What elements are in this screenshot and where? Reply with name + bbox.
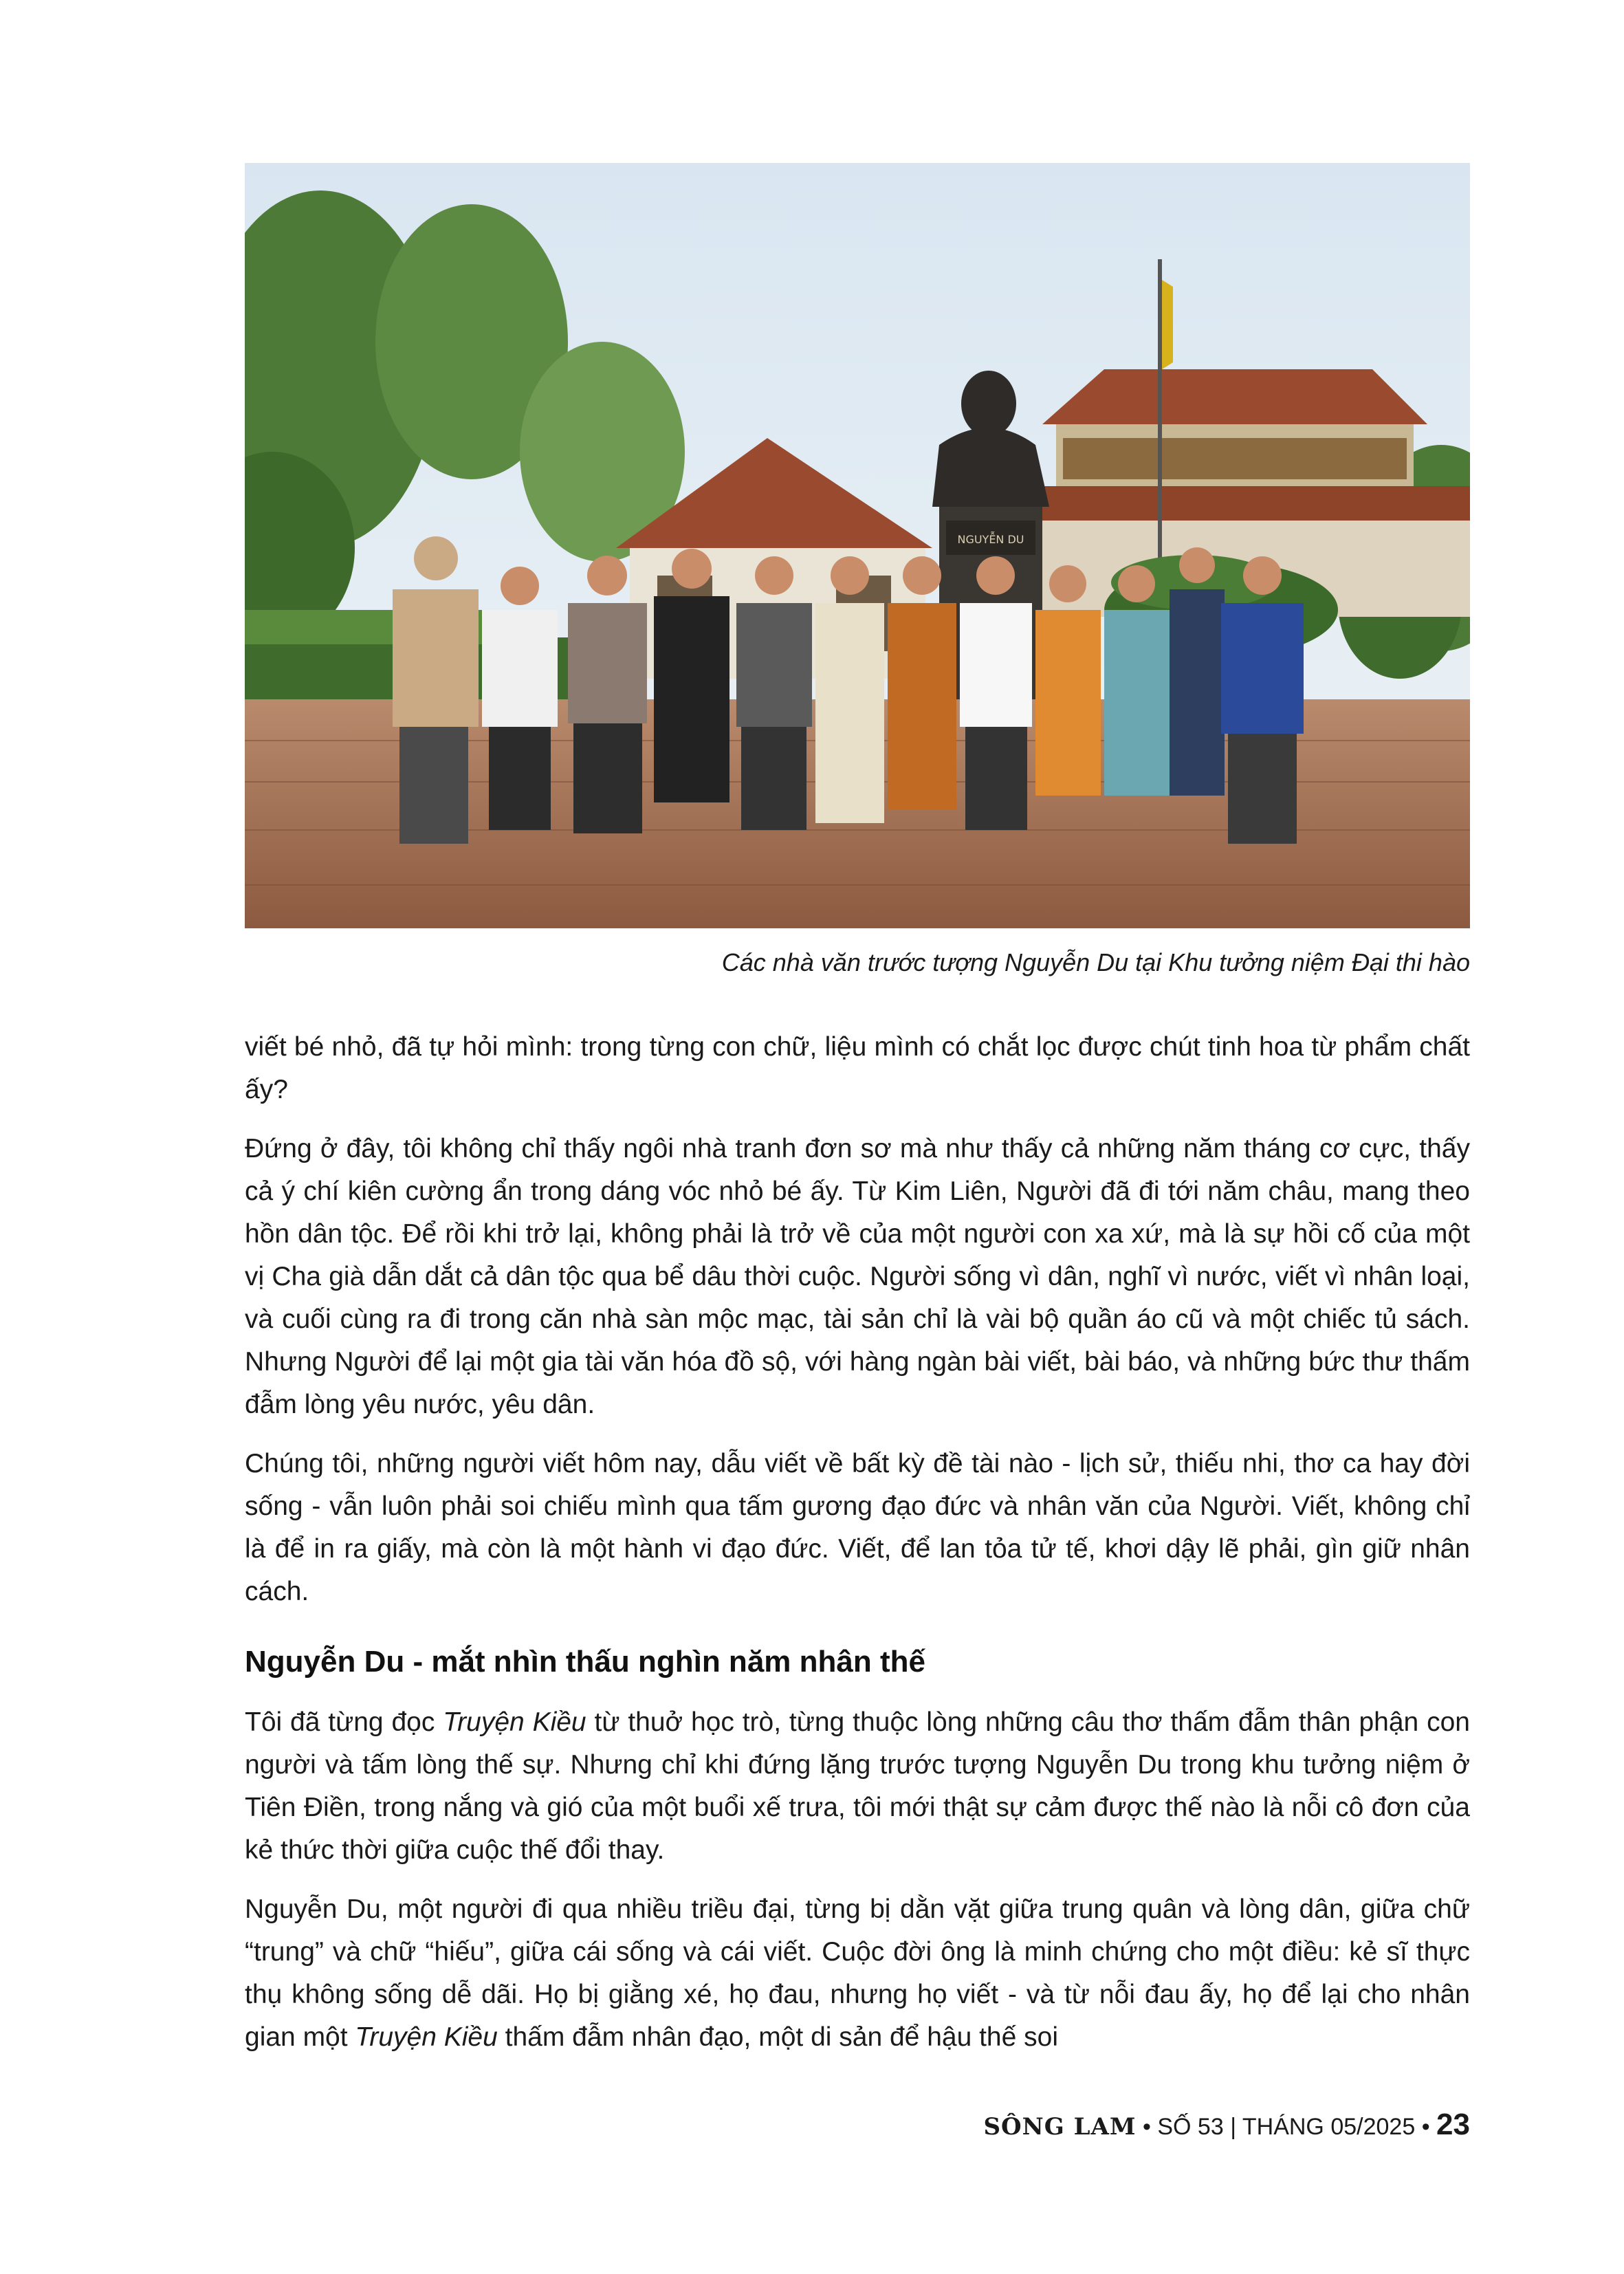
photo-caption: Các nhà văn trước tượng Nguyễn Du tại Khu tưởng niệm Đại thi hào	[721, 948, 1470, 976]
bullet-separator: •	[1142, 2114, 1151, 2140]
section-heading: Nguyễn Du - mắt nhìn thấu nghìn năm nhân thế	[245, 1645, 925, 1679]
paragraph	[245, 1701, 1470, 1872]
pipe-separator: |	[1230, 2114, 1237, 2140]
text-run: Nguyễn Du, một người đi qua nhiều triều đại, từng bị dằn vặt giữa trung quân và lòng dân, giữa chữ “trung” và chữ “hiếu”, giữa cái sống và cái viết. Cuộc đời ông là minh chứng cho một điều: kẻ sĩ thực thụ không sống dễ dãi. Họ bị giằng xé, họ đau, nhưng họ viết - và từ nỗi đau ấy, họ để lại cho nhân gian một	[245, 1894, 1470, 2052]
paragraph: Đứng ở đây, tôi không chỉ thấy ngôi nhà tranh đơn sơ mà như thấy cả những năm tháng cơ cực, thấy cả ý chí kiên cường ẩn trong dáng vóc nhỏ bé ấy. Từ Kim Liên, Người đã đi tới năm châu, mang theo hồn dân tộc. Để rồi khi trở lại, không phải là trở về của một người con xa xứ, mà là sự hồi cố của một vị Cha già dẫn dắt cả dân tộc qua bể dâu thời cuộc. Người sống vì dân, nghĩ vì nước, viết vì nhân loại, và cuối cùng ra đi trong căn nhà sàn mộc mạc, tài sản chỉ là vài bộ quần áo cũ và một chiếc tủ sách. Nhưng Người để lại một gia tài văn hóa đồ sộ, với hàng ngàn bài viết, bài báo, và những bức thư thấm đẫm lòng yêu nước, yêu dân.	[245, 1134, 1470, 1419]
article-body	[245, 1026, 1470, 2075]
paragraph: viết bé nhỏ, đã tự hỏi mình: trong từng con chữ, liệu mình có chắt lọc được chút tinh hoa từ phẩm chất ấy?	[245, 1032, 1470, 1104]
issue-date: THÁNG 05/2025	[1242, 2114, 1416, 2140]
page-number: 23	[1436, 2108, 1470, 2141]
text-run: từ thuở học trò, từng thuộc lòng những câu thơ thấm đẫm thân phận con người và tấm lòng thế sự. Nhưng chỉ khi đứng lặng trước tượng Nguyễn Du trong khu tưởng niệm ở Tiên Điền, trong nắng và gió của một buổi xế trưa, tôi mới thật sự cảm được thế nào là nỗi cô đơn của kẻ thức thời giữa cuộc thế đổi thay.	[245, 1707, 1470, 1865]
magazine-name: SÔNG LAM	[983, 2113, 1137, 2141]
book-title: Truyện Kiều	[443, 1707, 586, 1737]
group-photo	[245, 163, 1470, 928]
page-footer	[983, 2106, 1470, 2146]
issue-number: SỐ 53	[1157, 2114, 1224, 2140]
text-run: Tôi đã từng đọc	[245, 1707, 443, 1737]
paragraph: Chúng tôi, những người viết hôm nay, dẫu viết về bất kỳ đề tài nào - lịch sử, thiếu nhi, thơ ca hay đời sống - vẫn luôn phải soi chiếu mình qua tấm gương đạo đức và nhân văn của Người. Viết, không chỉ là để in ra giấy, mà còn là một hành vi đạo đức. Viết, để lan tỏa tử tế, khơi dậy lẽ phải, gìn giữ nhân cách.	[245, 1449, 1470, 1606]
bullet-separator: •	[1421, 2114, 1430, 2140]
book-title: Truyện Kiều	[355, 2022, 498, 2052]
paragraph	[245, 1888, 1470, 2059]
statue-plaque: NGUYỄN DU	[957, 533, 1024, 546]
text-run: thấm đẫm nhân đạo, một di sản để hậu thế soi	[497, 2022, 1059, 2052]
